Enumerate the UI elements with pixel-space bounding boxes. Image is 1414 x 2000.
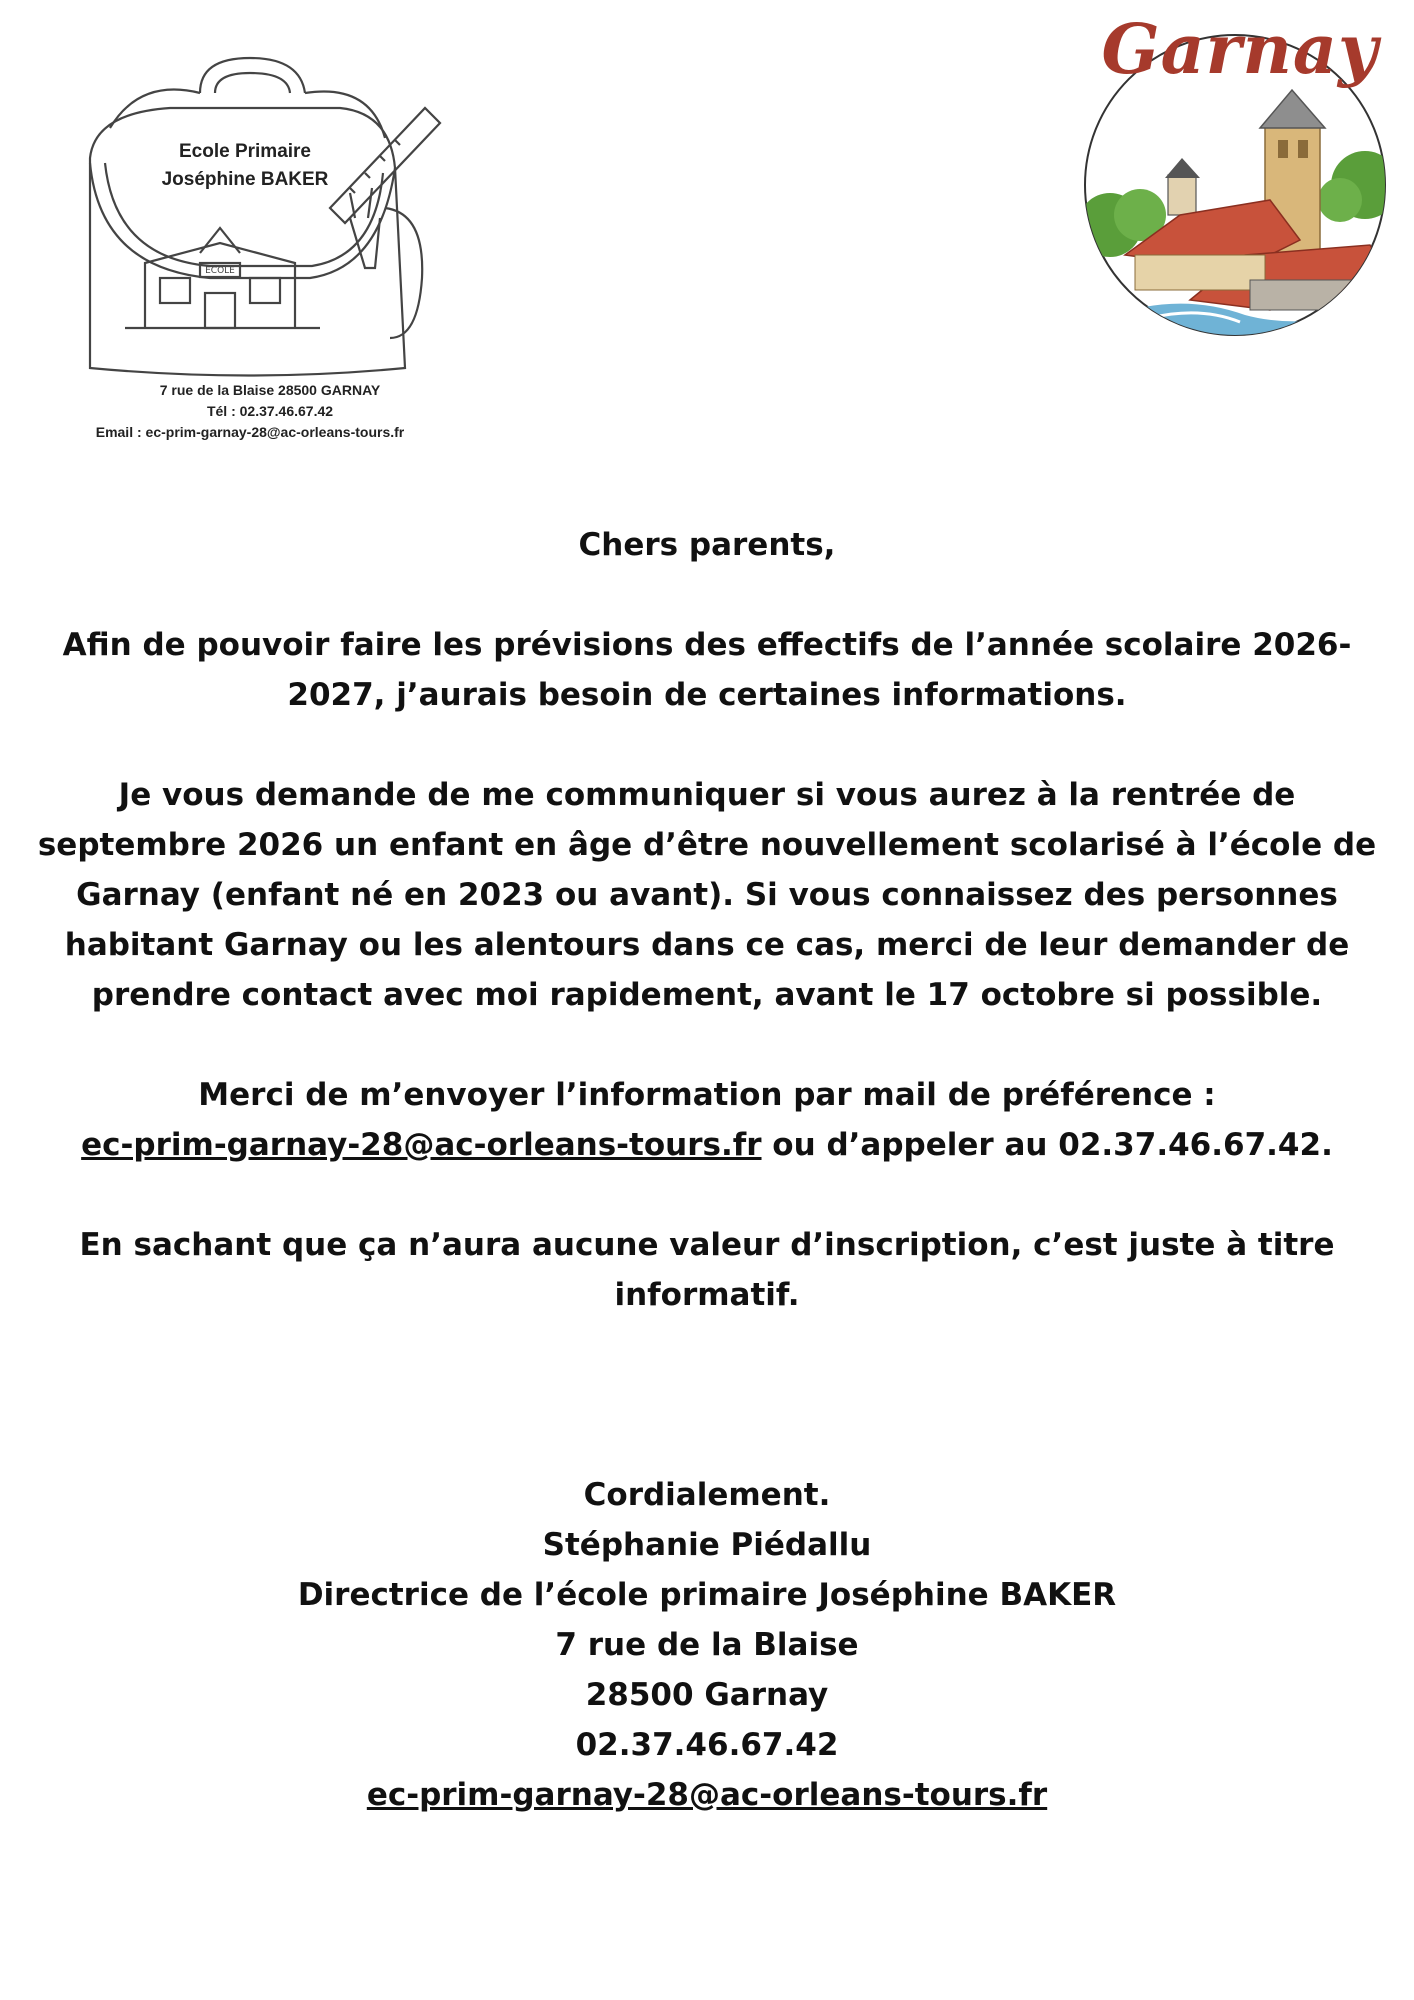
closing: Cordialement.	[583, 1477, 831, 1513]
school-logo-title	[130, 138, 360, 194]
school-logo	[50, 38, 450, 458]
contact-email-link[interactable]: ec-prim-garnay-28@ac-orleans-tours.fr	[81, 1127, 762, 1163]
school-logo-phone: Tél : 02.37.46.67.42	[206, 403, 334, 419]
town-name: Garnay	[1101, 10, 1379, 90]
greeting: Chers parents,	[578, 527, 836, 563]
school-logo-title-line2: Joséphine BAKER	[161, 169, 329, 190]
building-label: ECOLE	[205, 266, 235, 276]
paragraph-disclaimer: En sachant que ça n’aura aucune valeur d’inscription, c’est juste à titre informatif.	[79, 1227, 1335, 1313]
paragraph-contact	[30, 1070, 1384, 1170]
town-logo	[1070, 10, 1400, 340]
signer-role: Directrice de l’école primaire Joséphine BAKER	[297, 1577, 1117, 1613]
school-logo-email: Email : ec-prim-garnay-28@ac-orleans-tours.fr	[95, 424, 405, 440]
paragraph-forecast: Afin de pouvoir faire les prévisions des effectifs de l’année scolaire 2026-2027, j’aurais besoin de certaines informations.	[62, 627, 1352, 713]
signature-street: 7 rue de la Blaise	[555, 1627, 859, 1663]
paragraph-request: Je vous demande de me communiquer si vous aurez à la rentrée de septembre 2026 un enfant en âge d’être nouvellement scolarisé à l’école de Garnay (enfant né en 2023 ou avant). Si vous connaissez des personnes habitant Garnay ou les alentours dans ce cas, merci de leur demander de prendre contact avec moi rapidement, avant le 17 octobre si possible.	[37, 777, 1377, 1013]
school-logo-title-line1: Ecole Primaire	[178, 141, 312, 162]
signature-block	[30, 1470, 1384, 1820]
signer-name: Stéphanie Piédallu	[542, 1527, 872, 1563]
contact-outro: ou d’appeler au 02.37.46.67.42.	[761, 1127, 1333, 1163]
signature-email-link[interactable]: ec-prim-garnay-28@ac-orleans-tours.fr	[366, 1777, 1048, 1813]
school-logo-contact	[50, 380, 450, 443]
schoolbag-icon	[50, 38, 450, 378]
contact-intro: Merci de m’envoyer l’information par mail de préférence :	[198, 1077, 1216, 1113]
school-logo-address: 7 rue de la Blaise 28500 GARNAY	[159, 382, 381, 398]
letter-body	[30, 520, 1384, 1370]
signature-phone: 02.37.46.67.42	[575, 1727, 839, 1763]
signature-city: 28500 Garnay	[585, 1677, 829, 1713]
